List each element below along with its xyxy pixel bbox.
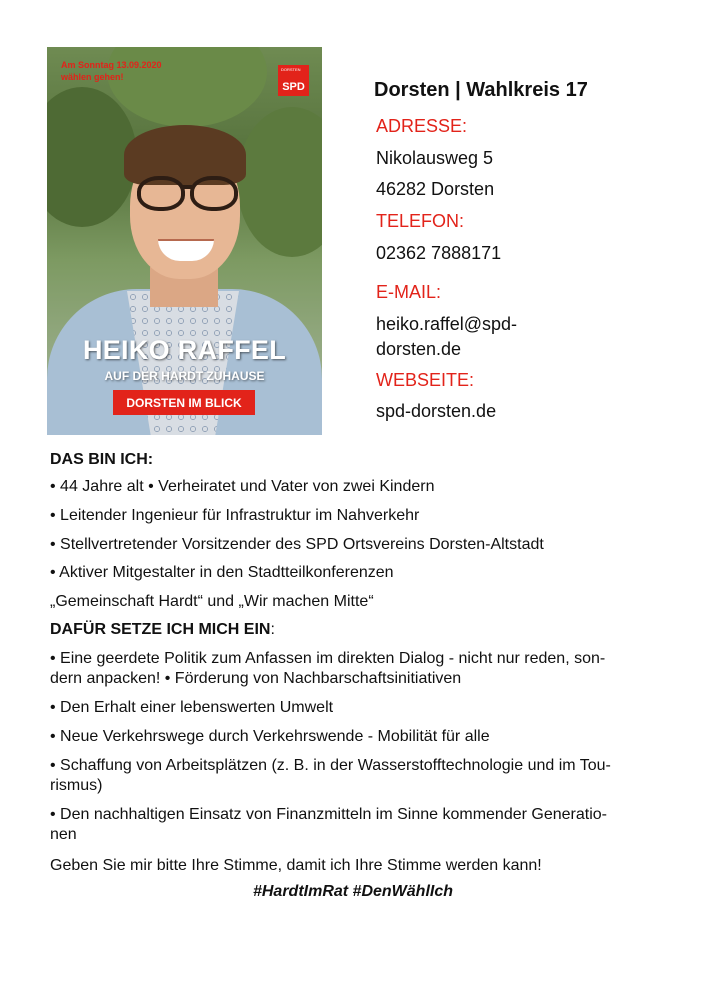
spd-logo-city: DORSTEN (281, 67, 301, 72)
district-heading: Dorsten | Wahlkreis 17 (374, 79, 588, 101)
commitment-line: • Den nachhaltigen Einsatz von Finanzmitteln im Sinne kommender Generatio- (50, 806, 607, 823)
email-address-line2: dorsten.de (376, 339, 462, 359)
address-label: ADRESSE: (376, 116, 468, 136)
address-city: 46282 Dorsten (376, 179, 495, 199)
commitment-line: rismus) (50, 777, 103, 794)
commitment-line: • Eine geerdete Politik zum Anfassen im direkten Dialog - nicht nur reden, son- (50, 650, 606, 667)
email-address-line1: heiko.raffel@spd- (376, 314, 518, 334)
spd-logo-text: SPD (282, 81, 305, 93)
about-line: • Stellvertretender Vorsitzender des SPD Ortsvereins Dorsten-Altstadt (50, 536, 544, 553)
tree-foliage (237, 107, 322, 257)
about-line: • 44 Jahre alt • Verheiratet und Vater von zwei Kindern (50, 478, 435, 495)
commitment-line: nen (50, 826, 77, 843)
election-date-line1: Am Sonntag 13.09.2020 (61, 60, 162, 70)
poster-slogan-badge: DORSTEN IM BLICK (113, 390, 255, 415)
email-label: E-MAIL: (376, 282, 442, 302)
commitments-heading-text: DAFÜR SETZE ICH MICH EIN (50, 621, 271, 638)
about-line: • Leitender Ingenieur für Infrastruktur im Nahverkehr (50, 507, 420, 524)
phone-label: TELEFON: (376, 211, 465, 231)
commitment-line: • Schaffung von Arbeitsplätzen (z. B. in der Wasserstofftechnologie und im Tou- (50, 757, 611, 774)
glasses-icon (190, 176, 238, 211)
about-heading: DAS BIN ICH: (50, 451, 154, 468)
address-street: Nikolausweg 5 (376, 148, 494, 168)
commitment-line: • Neue Verkehrswege durch Verkehrswende - Mobilität für alle (50, 728, 490, 745)
about-line: „Gemeinschaft Hardt“ und „Wir machen Mitte“ (50, 593, 374, 610)
election-date-text (61, 59, 191, 83)
candidate-name: HEIKO RAFFEL (82, 335, 287, 365)
glasses-bridge (181, 185, 192, 189)
commitments-heading (50, 619, 275, 640)
website-label: WEBSEITE: (376, 370, 475, 390)
commitment-line: dern anpacken! • Förderung von Nachbarschaftsinitiativen (50, 670, 462, 687)
election-date-line2: wählen gehen! (61, 72, 124, 82)
candidate-subtitle: AUF DER HARDT ZUHAUSE (104, 369, 265, 383)
candidate-poster (47, 47, 322, 435)
hashtags: #HardtImRat #DenWählIch (252, 883, 454, 900)
website-url: spd-dorsten.de (376, 401, 497, 421)
glasses-icon (137, 176, 185, 211)
closing-appeal: Geben Sie mir bitte Ihre Stimme, damit ich Ihre Stimme werden kann! (50, 857, 542, 874)
about-line: • Aktiver Mitgestalter in den Stadtteilkonferenzen (50, 564, 394, 581)
hair (124, 125, 246, 185)
phone-number: 02362 7888171 (376, 243, 502, 263)
commitments-heading-colon: : (270, 621, 275, 638)
spd-logo (278, 65, 309, 96)
commitment-line: • Den Erhalt einer lebenswerten Umwelt (50, 699, 334, 716)
